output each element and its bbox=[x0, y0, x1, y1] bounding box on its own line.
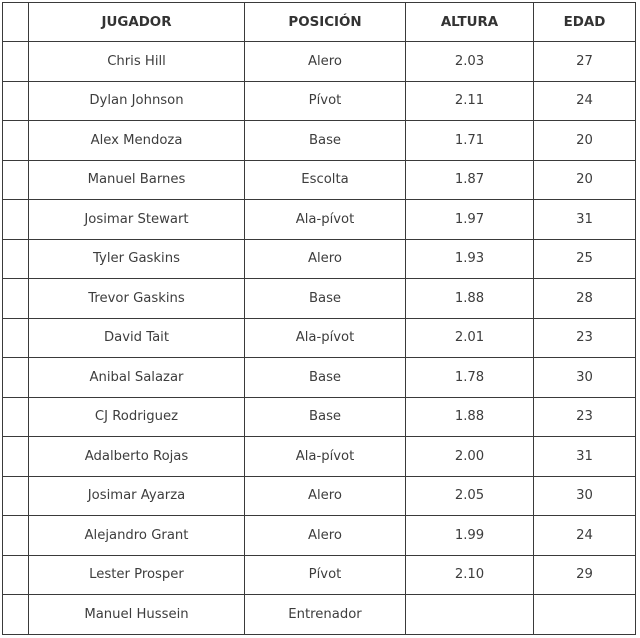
height-cell: 1.87 bbox=[406, 160, 534, 200]
player-name-cell: Adalberto Rojas bbox=[29, 437, 245, 477]
age-cell: 24 bbox=[534, 81, 636, 121]
age-cell: 29 bbox=[534, 555, 636, 595]
height-cell: 1.71 bbox=[406, 121, 534, 161]
age-cell: 27 bbox=[534, 42, 636, 82]
player-name-cell: Tyler Gaskins bbox=[29, 239, 245, 279]
height-cell: 1.93 bbox=[406, 239, 534, 279]
table-row bbox=[3, 555, 636, 595]
header-age: EDAD bbox=[534, 3, 636, 42]
row-index-cell bbox=[3, 318, 29, 358]
position-cell: Base bbox=[245, 121, 406, 161]
player-name-cell: Alejandro Grant bbox=[29, 516, 245, 556]
age-cell: 23 bbox=[534, 318, 636, 358]
row-index-cell bbox=[3, 516, 29, 556]
player-name-cell: Dylan Johnson bbox=[29, 81, 245, 121]
height-cell: 2.00 bbox=[406, 437, 534, 477]
row-index-cell bbox=[3, 397, 29, 437]
roster-table bbox=[2, 2, 636, 635]
player-name-cell: David Tait bbox=[29, 318, 245, 358]
position-cell: Alero bbox=[245, 516, 406, 556]
table-row bbox=[3, 42, 636, 82]
position-cell: Pívot bbox=[245, 81, 406, 121]
row-index-cell bbox=[3, 279, 29, 319]
height-cell bbox=[406, 595, 534, 635]
table-row bbox=[3, 516, 636, 556]
player-name-cell: Chris Hill bbox=[29, 42, 245, 82]
position-cell: Entrenador bbox=[245, 595, 406, 635]
row-index-cell bbox=[3, 239, 29, 279]
player-name-cell: Anibal Salazar bbox=[29, 358, 245, 398]
position-cell: Ala-pívot bbox=[245, 437, 406, 477]
row-index-cell bbox=[3, 160, 29, 200]
row-index-cell bbox=[3, 81, 29, 121]
age-cell: 31 bbox=[534, 437, 636, 477]
row-index-cell bbox=[3, 595, 29, 635]
age-cell: 23 bbox=[534, 397, 636, 437]
position-cell: Base bbox=[245, 397, 406, 437]
table-row bbox=[3, 121, 636, 161]
row-index-cell bbox=[3, 476, 29, 516]
age-cell: 28 bbox=[534, 279, 636, 319]
height-cell: 1.78 bbox=[406, 358, 534, 398]
position-cell: Base bbox=[245, 358, 406, 398]
row-index-cell bbox=[3, 121, 29, 161]
position-cell: Ala-pívot bbox=[245, 318, 406, 358]
position-cell: Alero bbox=[245, 42, 406, 82]
height-cell: 1.88 bbox=[406, 279, 534, 319]
position-cell: Alero bbox=[245, 239, 406, 279]
age-cell bbox=[534, 595, 636, 635]
position-cell: Alero bbox=[245, 476, 406, 516]
row-index-cell bbox=[3, 358, 29, 398]
player-name-cell: CJ Rodriguez bbox=[29, 397, 245, 437]
header-height: ALTURA bbox=[406, 3, 534, 42]
position-cell: Base bbox=[245, 279, 406, 319]
position-cell: Pívot bbox=[245, 555, 406, 595]
player-name-cell: Manuel Barnes bbox=[29, 160, 245, 200]
table-row bbox=[3, 81, 636, 121]
table-row bbox=[3, 358, 636, 398]
height-cell: 2.01 bbox=[406, 318, 534, 358]
table-row bbox=[3, 160, 636, 200]
player-name-cell: Josimar Ayarza bbox=[29, 476, 245, 516]
position-cell: Ala-pívot bbox=[245, 200, 406, 240]
table-row bbox=[3, 200, 636, 240]
table-row bbox=[3, 437, 636, 477]
age-cell: 20 bbox=[534, 160, 636, 200]
player-name-cell: Alex Mendoza bbox=[29, 121, 245, 161]
roster-body bbox=[3, 42, 636, 635]
height-cell: 1.88 bbox=[406, 397, 534, 437]
header-index-cell bbox=[3, 3, 29, 42]
header-player: JUGADOR bbox=[29, 3, 245, 42]
height-cell: 2.05 bbox=[406, 476, 534, 516]
player-name-cell: Lester Prosper bbox=[29, 555, 245, 595]
position-cell: Escolta bbox=[245, 160, 406, 200]
header-position: POSICIÓN bbox=[245, 3, 406, 42]
table-row bbox=[3, 476, 636, 516]
table-row bbox=[3, 397, 636, 437]
height-cell: 2.11 bbox=[406, 81, 534, 121]
age-cell: 24 bbox=[534, 516, 636, 556]
table-row bbox=[3, 595, 636, 635]
player-name-cell: Josimar Stewart bbox=[29, 200, 245, 240]
table-row bbox=[3, 239, 636, 279]
row-index-cell bbox=[3, 437, 29, 477]
player-name-cell: Trevor Gaskins bbox=[29, 279, 245, 319]
table-header-row bbox=[3, 3, 636, 42]
age-cell: 30 bbox=[534, 476, 636, 516]
height-cell: 2.10 bbox=[406, 555, 534, 595]
age-cell: 20 bbox=[534, 121, 636, 161]
age-cell: 25 bbox=[534, 239, 636, 279]
row-index-cell bbox=[3, 42, 29, 82]
table-row bbox=[3, 279, 636, 319]
row-index-cell bbox=[3, 200, 29, 240]
age-cell: 30 bbox=[534, 358, 636, 398]
player-name-cell: Manuel Hussein bbox=[29, 595, 245, 635]
row-index-cell bbox=[3, 555, 29, 595]
height-cell: 1.99 bbox=[406, 516, 534, 556]
table-row bbox=[3, 318, 636, 358]
height-cell: 2.03 bbox=[406, 42, 534, 82]
height-cell: 1.97 bbox=[406, 200, 534, 240]
age-cell: 31 bbox=[534, 200, 636, 240]
